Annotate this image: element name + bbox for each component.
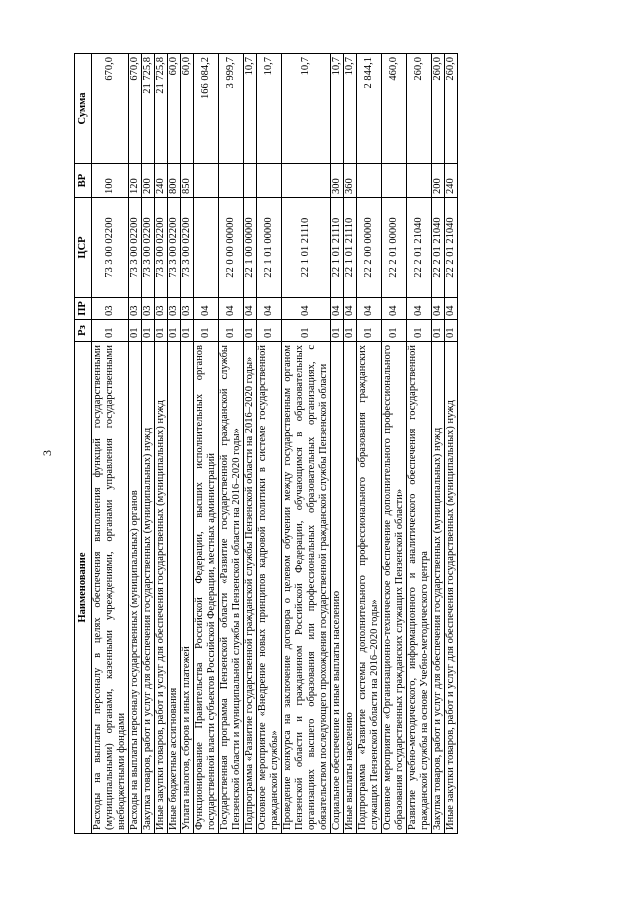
- row-pr: 04: [357, 298, 382, 320]
- rotated-table-wrapper: [74, 54, 574, 834]
- row-rz: 01: [219, 320, 244, 342]
- table-row: [168, 54, 181, 834]
- row-csr: [194, 198, 219, 298]
- row-vr: [194, 164, 219, 198]
- row-csr: 73 3 00 02200: [168, 198, 181, 298]
- table-row: [407, 54, 432, 834]
- row-vr: 800: [168, 164, 181, 198]
- row-sum: 60,0: [181, 54, 194, 164]
- row-csr: 73 3 00 02200: [92, 198, 129, 298]
- row-name: Социальное обеспечение и иные выплаты населению: [331, 342, 344, 834]
- row-rz: 01: [142, 320, 155, 342]
- row-name: Иные закупки товаров, работ и услуг для обеспечения государственных (муниципальных) нужд: [155, 342, 168, 834]
- row-rz: 01: [244, 320, 257, 342]
- row-sum: 260,0: [432, 54, 445, 164]
- row-rz: 01: [129, 320, 142, 342]
- row-name: Проведение конкурса на заключение договора о целевом обучении между государственным органом Пензенской области и гражданином Российской Федерации, обучающимся в образовательных организациях высшего образования или профессиональных образовательных организациях, с обязательством последующего прохождения государственной гражданской службы Пензенской области: [282, 342, 331, 834]
- row-sum: 670,0: [92, 54, 129, 164]
- table-row: [244, 54, 257, 834]
- header-csr: ЦСР: [75, 198, 92, 298]
- row-pr: 04: [432, 298, 445, 320]
- table-row: [142, 54, 155, 834]
- row-pr: 04: [382, 298, 407, 320]
- row-rz: 01: [181, 320, 194, 342]
- row-rz: 01: [155, 320, 168, 342]
- row-pr: 04: [257, 298, 282, 320]
- row-rz: 01: [407, 320, 432, 342]
- row-pr: 04: [331, 298, 344, 320]
- row-vr: [357, 164, 382, 198]
- row-pr: 04: [194, 298, 219, 320]
- row-name: Развитие учебно-методического, информационного и аналитического обеспечения государственной гражданской службы на основе Учебно-методического центра: [407, 342, 432, 834]
- row-pr: 04: [244, 298, 257, 320]
- row-pr: 03: [155, 298, 168, 320]
- row-pr: 04: [344, 298, 357, 320]
- row-vr: [244, 164, 257, 198]
- row-pr: 03: [92, 298, 129, 320]
- row-name: Основное мероприятие «Организационно-техническое обеспечение дополнительного профессионального образования государственных гражданских служащих Пензенской области»: [382, 342, 407, 834]
- table-row: [219, 54, 244, 834]
- page-number: 3: [40, 450, 54, 456]
- row-sum: 260,0: [407, 54, 432, 164]
- row-pr: 03: [142, 298, 155, 320]
- row-vr: [407, 164, 432, 198]
- header-sum: Сумма: [75, 54, 92, 164]
- row-name: Иные выплаты населению: [344, 342, 357, 834]
- row-vr: [257, 164, 282, 198]
- row-rz: 01: [168, 320, 181, 342]
- row-csr: 73 3 00 02200: [142, 198, 155, 298]
- row-rz: 01: [382, 320, 407, 342]
- row-pr: 03: [129, 298, 142, 320]
- row-rz: 01: [257, 320, 282, 342]
- row-vr: 240: [445, 164, 458, 198]
- row-pr: 04: [282, 298, 331, 320]
- header-pr: ПР: [75, 298, 92, 320]
- row-name: Закупка товаров, работ и услуг для обеспечения государственных (муниципальных) нужд: [432, 342, 445, 834]
- row-sum: 460,0: [382, 54, 407, 164]
- header-name: Наименование: [75, 342, 92, 834]
- row-csr: 22 0 00 00000: [219, 198, 244, 298]
- row-rz: 01: [344, 320, 357, 342]
- table-row: [181, 54, 194, 834]
- row-csr: 22 1 01 21110: [331, 198, 344, 298]
- row-rz: 01: [194, 320, 219, 342]
- row-sum: 10,7: [344, 54, 357, 164]
- row-rz: 01: [282, 320, 331, 342]
- row-name: Иные бюджетные ассигнования: [168, 342, 181, 834]
- table-row: [129, 54, 142, 834]
- row-rz: 01: [432, 320, 445, 342]
- row-csr: 73 3 00 02200: [181, 198, 194, 298]
- row-name: Функционирование Правительства Российской Федерации, высших исполнительных органов государственной власти субъектов Российской Федерации, местных администраций: [194, 342, 219, 834]
- row-rz: 01: [331, 320, 344, 342]
- table-body: [92, 54, 458, 834]
- table-header: [75, 54, 92, 834]
- row-vr: 200: [142, 164, 155, 198]
- row-csr: 22 2 01 21040: [407, 198, 432, 298]
- header-row: [75, 54, 92, 834]
- row-vr: 300: [331, 164, 344, 198]
- table-row: [92, 54, 129, 834]
- row-sum: 21 725,8: [142, 54, 155, 164]
- table-row: [445, 54, 458, 834]
- row-sum: 670,0: [129, 54, 142, 164]
- row-csr: 22 1 01 00000: [257, 198, 282, 298]
- row-sum: 10,7: [282, 54, 331, 164]
- row-sum: 3 999,7: [219, 54, 244, 164]
- row-sum: 260,0: [445, 54, 458, 164]
- row-name: Закупка товаров, работ и услуг для обеспечения государственных (муниципальных) нужд: [142, 342, 155, 834]
- row-csr: 22 1 00 00000: [244, 198, 257, 298]
- row-vr: 100: [92, 164, 129, 198]
- row-pr: 04: [407, 298, 432, 320]
- table-row: [282, 54, 331, 834]
- table-row: [382, 54, 407, 834]
- row-csr: 22 2 01 21040: [445, 198, 458, 298]
- table-row: [357, 54, 382, 834]
- row-pr: 04: [219, 298, 244, 320]
- row-rz: 01: [445, 320, 458, 342]
- row-vr: [219, 164, 244, 198]
- table-row: [194, 54, 219, 834]
- row-vr: 200: [432, 164, 445, 198]
- row-pr: 03: [168, 298, 181, 320]
- row-csr: 73 3 00 02200: [155, 198, 168, 298]
- row-sum: 60,0: [168, 54, 181, 164]
- row-sum: 10,7: [257, 54, 282, 164]
- table-row: [432, 54, 445, 834]
- row-name: Подпрограмма «Развитие государственной гражданской службы Пензенской области на 2016–2020 годы»: [244, 342, 257, 834]
- row-csr: 22 1 01 21110: [344, 198, 357, 298]
- row-vr: 120: [129, 164, 142, 198]
- row-name: Подпрограмма «Развитие системы дополнительного профессионального образования гражданских служащих Пензенской области на 2016–2020 годы»: [357, 342, 382, 834]
- table-row: [257, 54, 282, 834]
- row-name: Расходы на выплаты персоналу в целях обеспечения выполнения функций государственными (муниципальными) органами, казенными учреждениями, органами управления государственными внебюджетными фондами: [92, 342, 129, 834]
- row-sum: 21 725,8: [155, 54, 168, 164]
- row-csr: 22 2 01 21040: [432, 198, 445, 298]
- row-vr: 240: [155, 164, 168, 198]
- row-csr: 22 1 01 21110: [282, 198, 331, 298]
- header-vr: ВР: [75, 164, 92, 198]
- row-sum: 2 844,1: [357, 54, 382, 164]
- row-name: Основное мероприятие «Внедрение новых принципов кадровой политики в системе государственной гражданской службы»: [257, 342, 282, 834]
- row-sum: 166 084,2: [194, 54, 219, 164]
- row-csr: 22 2 01 00000: [382, 198, 407, 298]
- row-pr: 04: [445, 298, 458, 320]
- row-csr: 73 3 00 02200: [129, 198, 142, 298]
- row-name: Расходы на выплаты персоналу государственных (муниципальных) органов: [129, 342, 142, 834]
- row-name: Уплата налогов, сборов и иных платежей: [181, 342, 194, 834]
- row-vr: 850: [181, 164, 194, 198]
- table-row: [155, 54, 168, 834]
- row-name: Государственная программа Пензенской области «Развитие государственной гражданской службы Пензенской области и муниципальной службы в Пензенской области на 2016–2020 годы»: [219, 342, 244, 834]
- row-vr: 360: [344, 164, 357, 198]
- row-vr: [282, 164, 331, 198]
- table-row: [344, 54, 357, 834]
- row-name: Иные закупки товаров, работ и услуг для обеспечения государственных (муниципальных) нужд: [445, 342, 458, 834]
- row-rz: 01: [92, 320, 129, 342]
- table-row: [331, 54, 344, 834]
- budget-table: [74, 53, 458, 834]
- row-vr: [382, 164, 407, 198]
- row-rz: 01: [357, 320, 382, 342]
- row-pr: 03: [181, 298, 194, 320]
- row-sum: 10,7: [331, 54, 344, 164]
- row-csr: 22 2 00 00000: [357, 198, 382, 298]
- row-sum: 10,7: [244, 54, 257, 164]
- header-rz: Рз: [75, 320, 92, 342]
